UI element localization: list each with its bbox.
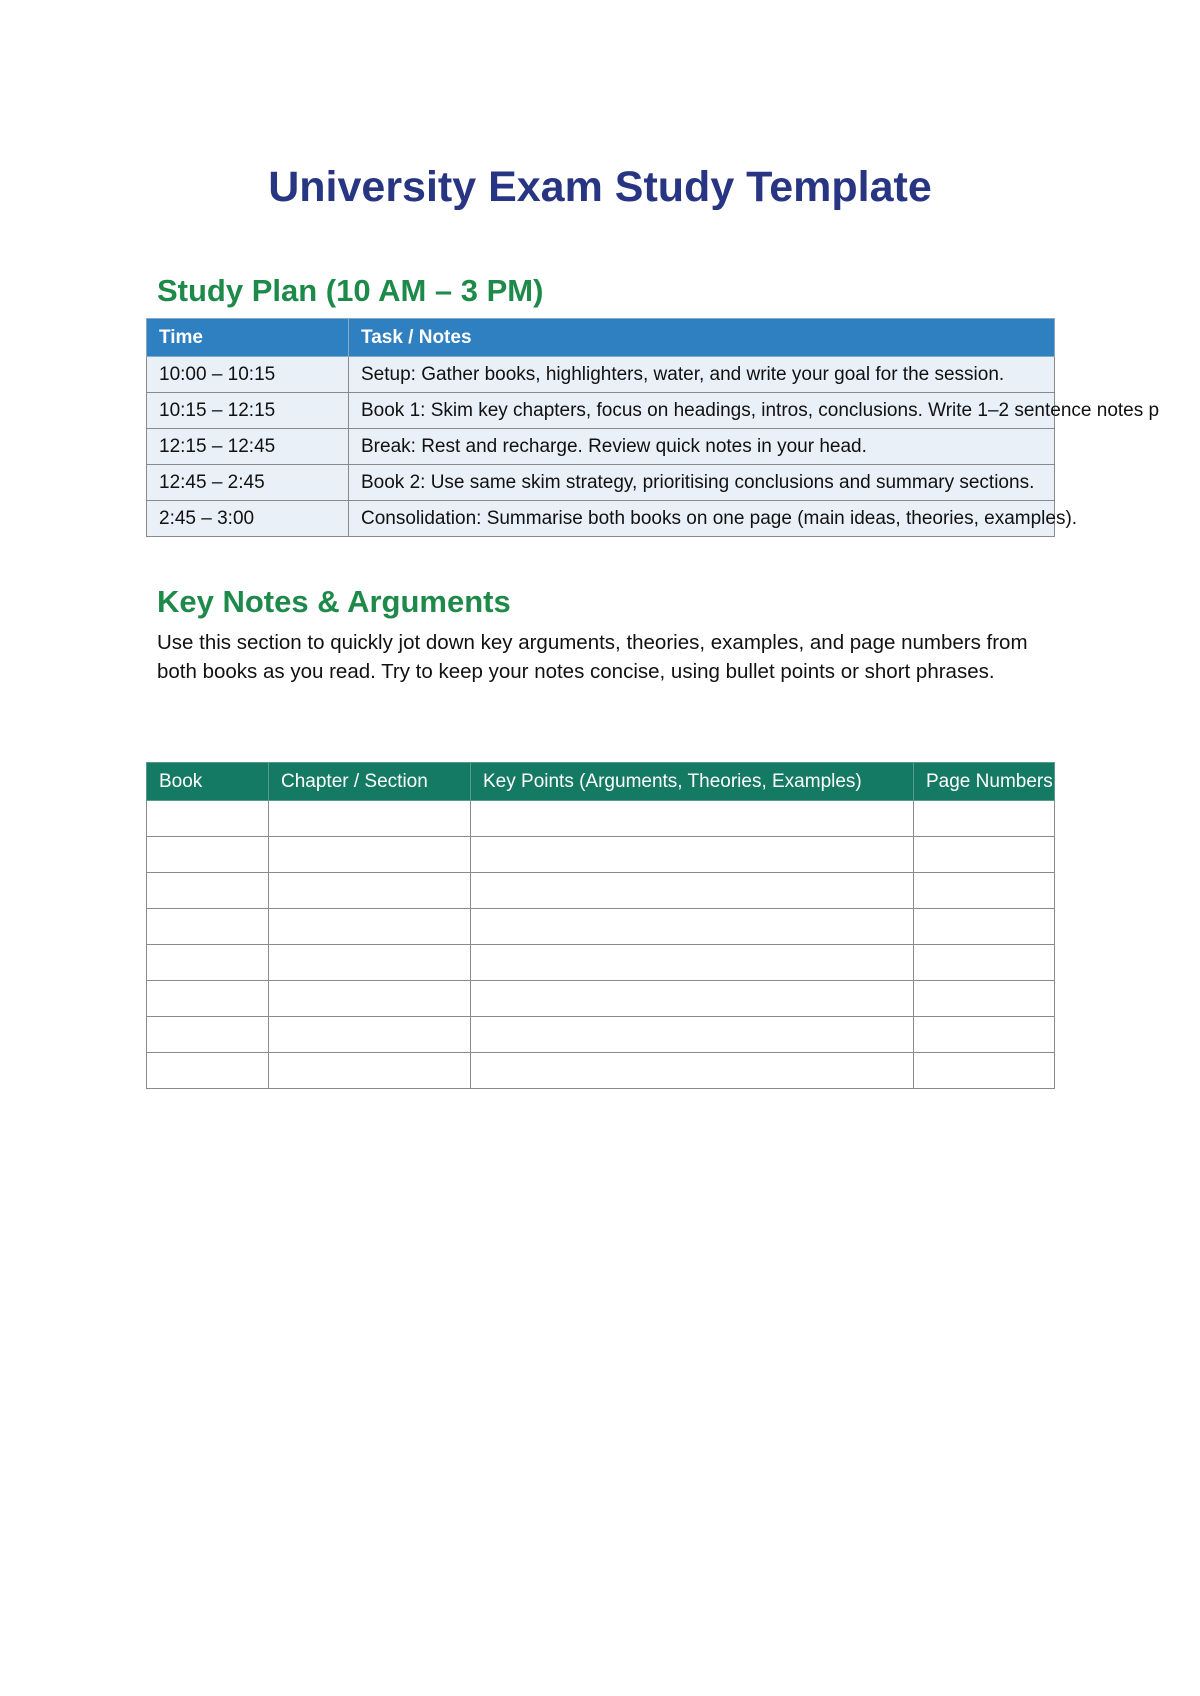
page-numbers-cell[interactable] xyxy=(914,873,1055,909)
page-numbers-cell[interactable] xyxy=(914,1017,1055,1053)
table-row xyxy=(147,945,1055,981)
page-numbers-cell[interactable] xyxy=(914,1053,1055,1089)
chapter-section-cell[interactable] xyxy=(269,801,471,837)
key-notes-intro: Use this section to quickly jot down key arguments, theories, examples, and page numbers from both books as you read. Try to keep your notes concise, using bullet points or short phrases. xyxy=(157,631,1028,683)
task-cell: Book 2: Use same skim strategy, prioritising conclusions and summary sections. xyxy=(349,465,1055,501)
key-points-cell[interactable] xyxy=(471,801,914,837)
task-cell: Book 1: Skim key chapters, focus on headings, intros, conclusions. Write 1–2 sentence notes p xyxy=(349,393,1055,429)
book-cell[interactable] xyxy=(147,1017,269,1053)
table-row xyxy=(147,801,1055,837)
book-cell[interactable] xyxy=(147,909,269,945)
table-row xyxy=(147,1017,1055,1053)
table-row xyxy=(147,357,1055,393)
book-cell[interactable] xyxy=(147,981,269,1017)
chapter-section-cell[interactable] xyxy=(269,873,471,909)
page-numbers-cell[interactable] xyxy=(914,837,1055,873)
column-header-key-points: Key Points (Arguments, Theories, Examples) xyxy=(471,763,914,801)
book-cell[interactable] xyxy=(147,801,269,837)
table-row xyxy=(147,501,1055,537)
page-numbers-cell[interactable] xyxy=(914,945,1055,981)
key-points-cell[interactable] xyxy=(471,1053,914,1089)
table-row xyxy=(147,1053,1055,1089)
book-cell[interactable] xyxy=(147,1053,269,1089)
book-cell[interactable] xyxy=(147,873,269,909)
table-row xyxy=(147,429,1055,465)
key-points-cell[interactable] xyxy=(471,945,914,981)
chapter-section-cell[interactable] xyxy=(269,1017,471,1053)
page-numbers-cell[interactable] xyxy=(914,981,1055,1017)
chapter-section-cell[interactable] xyxy=(269,945,471,981)
time-cell: 10:00 – 10:15 xyxy=(147,357,349,393)
table-row xyxy=(147,465,1055,501)
key-points-cell[interactable] xyxy=(471,837,914,873)
column-header-task-notes: Task / Notes xyxy=(349,319,1055,357)
study-plan-table xyxy=(146,318,1160,537)
time-cell: 12:15 – 12:45 xyxy=(147,429,349,465)
column-header-chapter-section: Chapter / Section xyxy=(269,763,471,801)
chapter-section-cell[interactable] xyxy=(269,1053,471,1089)
table-row xyxy=(147,873,1055,909)
key-notes-header-row xyxy=(147,763,1055,801)
book-cell[interactable] xyxy=(147,837,269,873)
document-title: University Exam Study Template xyxy=(268,163,932,211)
book-cell[interactable] xyxy=(147,945,269,981)
key-notes-table xyxy=(146,762,1055,1089)
chapter-section-cell[interactable] xyxy=(269,909,471,945)
time-cell: 10:15 – 12:15 xyxy=(147,393,349,429)
task-cell: Break: Rest and recharge. Review quick notes in your head. xyxy=(349,429,1055,465)
task-cell: Setup: Gather books, highlighters, water, and write your goal for the session. xyxy=(349,357,1055,393)
column-header-book: Book xyxy=(147,763,269,801)
table-row xyxy=(147,909,1055,945)
key-points-cell[interactable] xyxy=(471,981,914,1017)
key-notes-body xyxy=(147,801,1055,1089)
chapter-section-cell[interactable] xyxy=(269,837,471,873)
study-plan-header-row xyxy=(147,319,1055,357)
key-points-cell[interactable] xyxy=(471,1017,914,1053)
page-numbers-cell[interactable] xyxy=(914,909,1055,945)
time-cell: 2:45 – 3:00 xyxy=(147,501,349,537)
column-header-time: Time xyxy=(147,319,349,357)
key-points-cell[interactable] xyxy=(471,873,914,909)
key-notes-heading: Key Notes & Arguments xyxy=(157,584,511,619)
study-plan-heading: Study Plan (10 AM – 3 PM) xyxy=(157,273,544,308)
table-row xyxy=(147,837,1055,873)
column-header-page-numbers: Page Numbers xyxy=(914,763,1055,801)
table-row xyxy=(147,981,1055,1017)
time-cell: 12:45 – 2:45 xyxy=(147,465,349,501)
table-row xyxy=(147,393,1055,429)
key-points-cell[interactable] xyxy=(471,909,914,945)
chapter-section-cell[interactable] xyxy=(269,981,471,1017)
page-numbers-cell[interactable] xyxy=(914,801,1055,837)
task-cell: Consolidation: Summarise both books on one page (main ideas, theories, examples). xyxy=(349,501,1055,537)
